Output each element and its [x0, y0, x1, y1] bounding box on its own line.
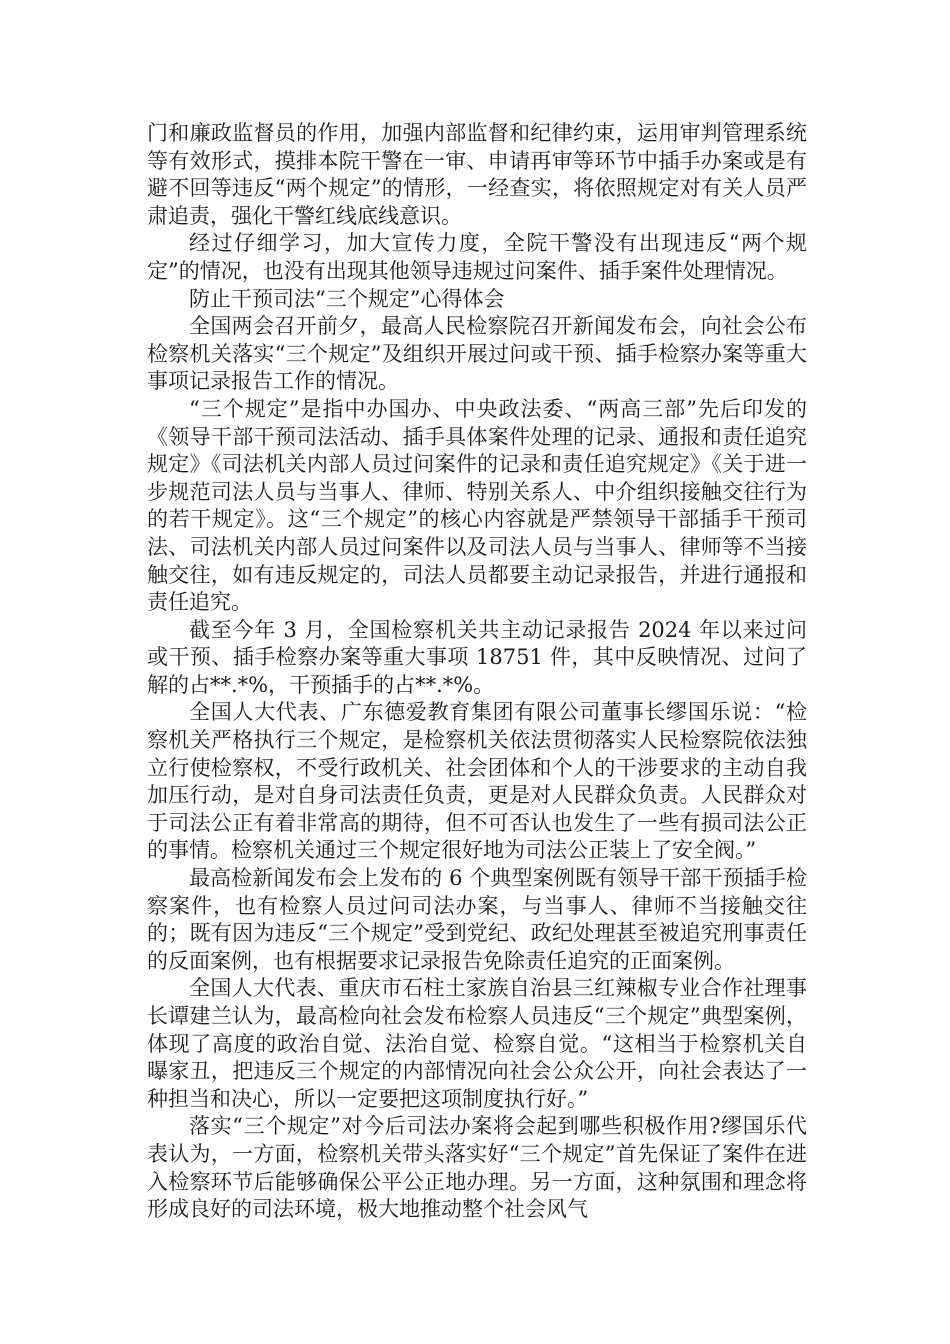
section-heading: 防止干预司法“三个规定”心得体会 — [189, 286, 505, 311]
document-body — [147, 120, 807, 1224]
paragraph: 最高检新闻发布会上发布的 6 个典型案例既有领导干部干预插手检察案件，也有检察人员过问司法办案，与当事人、律师不当接触交往的；既有因为违反“三个规定”受到党纪、政纪处理甚至被追究刑事责任的反面案例，也有根据要求记录报告免除责任追究的正面案例。 — [147, 866, 807, 973]
paragraph: 经过仔细学习，加大宣传力度，全院干警没有出现违反“两个规定”的情况，也没有出现其他领导违规过问案件、插手案件处理情况。 — [147, 231, 807, 283]
paragraph-continuation: 门和廉政监督员的作用，加强内部监督和纪律约束，运用审判管理系统等有效形式，摸排本院干警在一审、申请再审等环节中插手办案或是有避不回等违反“两个规定”的情形，一经查实，将依照规定对有关人员严肃追责，强化干警红线底线意识。 — [147, 121, 807, 228]
paragraph: 全国人大代表、重庆市石柱土家族自治县三红辣椒专业合作社理事长谭建兰认为，最高检向社会发布检察人员违反“三个规定”典型案例，体现了高度的政治自觉、法治自觉、检察自觉。“这相当于检察机关自曝家丑，把违反三个规定的内部情况向社会公众公开，向社会表达了一种担当和决心，所以一定要把这项制度执行好。” — [147, 976, 807, 1111]
paragraph: 落实“三个规定”对今后司法办案将会起到哪些积极作用?缪国乐代表认为，一方面，检察机关带头落实好“三个规定”首先保证了案件在进入检察环节后能够确保公平公正地办理。另一方面，这种氛围和理念将形成良好的司法环境，极大地推动整个社会风气 — [147, 1114, 807, 1222]
paragraph: 全国两会召开前夕，最高人民检察院召开新闻发布会，向社会公布检察机关落实“三个规定”及组织开展过问或干预、插手检察办案等重大事项记录报告工作的情况。 — [147, 314, 807, 394]
paragraph: “三个规定”是指中办国办、中央政法委、“两高三部”先后印发的《领导干部干预司法活动、插手具体案件处理的记录、通报和责任追究规定》《司法机关内部人员过问案件的记录和责任追究规定》《关于进一步规范司法人员与当事人、律师、特别关系人、中介组织接触交往行为的若干规定》。这“三个规定”的核心内容就是严禁领导干部插手干预司法、司法机关内部人员过问案件以及司法人员与当事人、律师等不当接触交往，如有违反规定的，司法人员都要主动记录报告，并进行通报和责任追究。 — [147, 396, 807, 615]
paragraph: 截至今年 3 月，全国检察机关共主动记录报告 2024 年以来过问或干预、插手检察办案等重大事项 18751 件，其中反映情况、过问了解的占**.*%，干预插手的占**.*%。 — [147, 617, 807, 697]
paragraph: 全国人大代表、广东德爱教育集团有限公司董事长缪国乐说：“检察机关严格执行三个规定，是检察机关依法贯彻落实人民检察院依法独立行使检察权，不受行政机关、社会团体和个人的干涉要求的主动自我加压行动，是对自身司法责任负责，更是对人民群众负责。人民群众对于司法公正有着非常高的期待，但不可否认也发生了一些有损司法公正的事情。检察机关通过三个规定很好地为司法公正装上了安全阀。” — [147, 700, 807, 863]
